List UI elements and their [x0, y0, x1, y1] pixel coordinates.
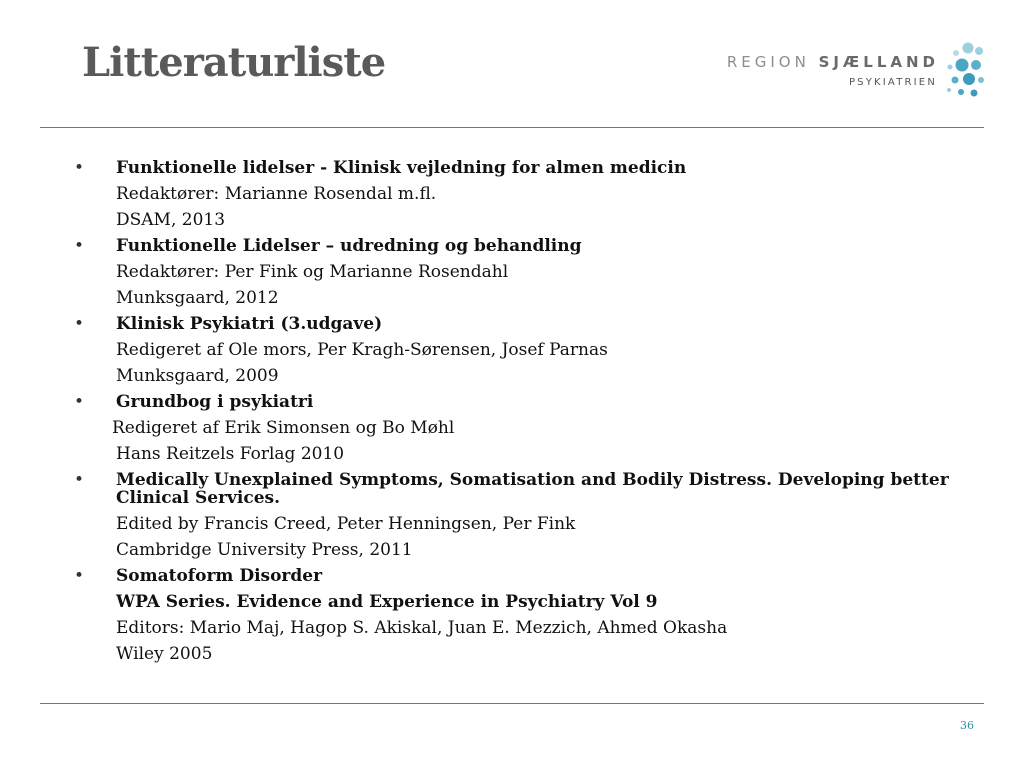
reference-title-row	[74, 311, 974, 337]
reference-item	[74, 233, 974, 311]
bullet-icon: •	[74, 392, 85, 412]
bullet-icon: •	[74, 566, 85, 586]
bottom-divider	[40, 703, 984, 704]
reference-list	[74, 155, 974, 667]
reference-title-row	[74, 155, 974, 181]
reference-title: Funktionelle Lidelser – udredning og behandling	[116, 236, 582, 256]
reference-title: Medically Unexplained Symptoms, Somatisation and Bodily Distress. Developing better Clinical Services.	[116, 470, 949, 508]
slide-title: Litteraturliste	[82, 39, 386, 86]
logo-sjaelland-text: SJÆLLAND	[818, 53, 939, 71]
reference-publisher: Munksgaard, 2012	[116, 288, 279, 308]
reference-publisher: Wiley 2005	[116, 644, 213, 664]
reference-editors: Redaktører: Marianne Rosendal m.fl.	[116, 184, 437, 204]
reference-title: Funktionelle lidelser - Klinisk vejledning for almen medicin	[116, 158, 687, 178]
reference-item	[74, 311, 974, 389]
bullet-icon: •	[74, 236, 85, 256]
page-number: 36	[960, 719, 974, 732]
reference-subtitle: WPA Series. Evidence and Experience in Psychiatry Vol 9	[116, 592, 658, 612]
bullet-icon: •	[74, 314, 85, 334]
reference-publisher: Hans Reitzels Forlag 2010	[116, 444, 345, 464]
reference-title: Klinisk Psykiatri (3.udgave)	[116, 314, 383, 334]
reference-title: Somatoform Disorder	[116, 566, 323, 586]
reference-title: Grundbog i psykiatri	[116, 392, 314, 412]
reference-editors: Editors: Mario Maj, Hagop S. Akiskal, Juan E. Mezzich, Ahmed Okasha	[116, 618, 728, 638]
reference-title-row	[74, 467, 974, 511]
reference-publisher: Munksgaard, 2009	[116, 366, 279, 386]
reference-item	[74, 563, 974, 667]
region-sjaelland-logo	[722, 40, 987, 100]
reference-publisher: DSAM, 2013	[116, 210, 226, 230]
reference-editors: Redigeret af Ole mors, Per Kragh-Sørensen, Josef Parnas	[116, 340, 608, 360]
reference-title-row	[74, 389, 974, 415]
top-divider	[40, 127, 984, 128]
reference-item	[74, 467, 974, 563]
logo-region-text: REGION	[726, 53, 810, 71]
bullet-icon: •	[74, 470, 85, 490]
bullet-icon: •	[74, 158, 85, 178]
reference-editors: Redigeret af Erik Simonsen og Bo Møhl	[112, 418, 455, 438]
reference-item	[74, 389, 974, 467]
logo-psykiatrien-text: PSYKIATRIEN	[848, 77, 937, 88]
logo-dots-icon	[941, 40, 987, 100]
reference-publisher: Cambridge University Press, 2011	[116, 540, 413, 560]
reference-title-row	[74, 233, 974, 259]
reference-item	[74, 155, 974, 233]
logo-line-1	[727, 53, 939, 71]
logo-text	[727, 53, 939, 90]
reference-editors: Redaktører: Per Fink og Marianne Rosendahl	[116, 262, 509, 282]
reference-editors: Edited by Francis Creed, Peter Henningsen, Per Fink	[116, 514, 576, 534]
reference-title-row	[74, 563, 974, 589]
